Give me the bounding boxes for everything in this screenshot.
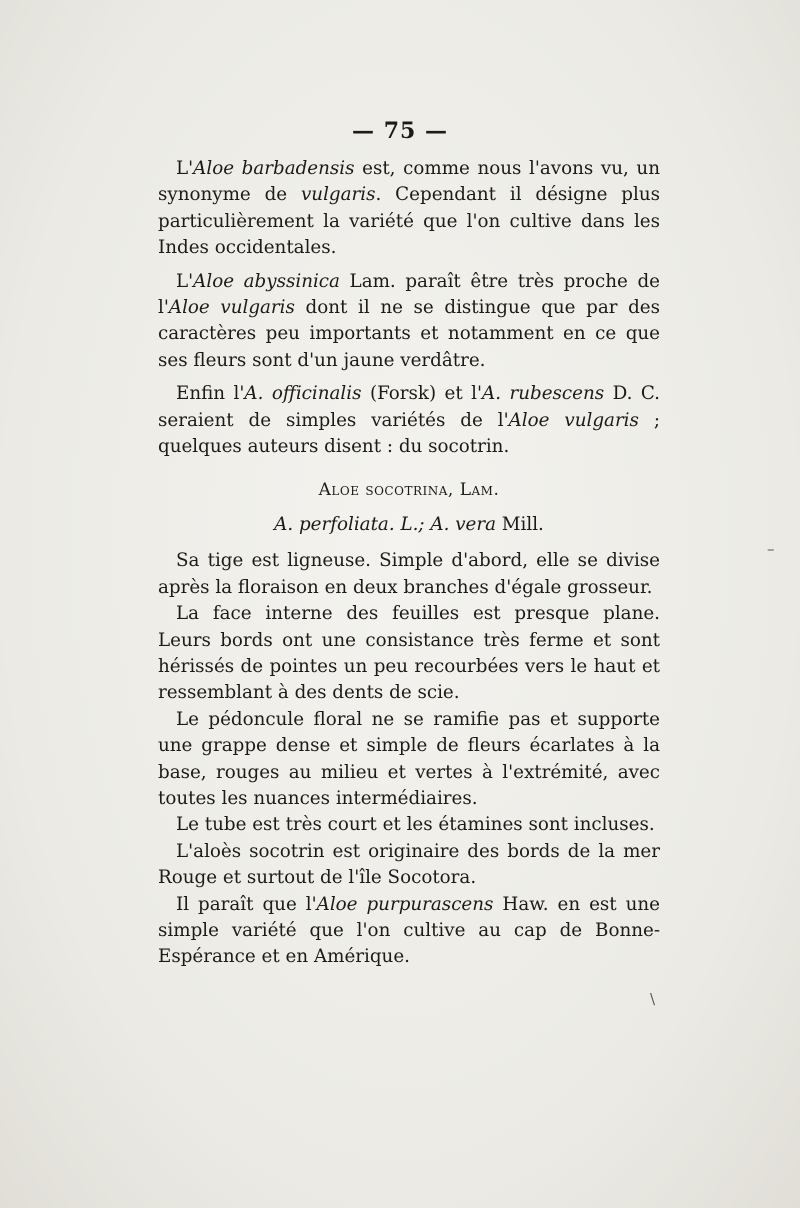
paragraph-stem: Sa tige est ligneuse. Simple d'abord, elle se divise après la floraison en deux branches d'égale grosseur. bbox=[158, 550, 660, 598]
section-title: Aloe socotrina, Lam. bbox=[318, 480, 500, 501]
text-run: Il paraît que l' bbox=[176, 893, 317, 915]
text-run: ; quelques auteurs disent : du socotrin. bbox=[158, 409, 660, 458]
species-name: Aloe vulgaris bbox=[508, 409, 639, 431]
species-name: Aloe purpurascens bbox=[316, 893, 494, 915]
species-name: Aloe barbadensis bbox=[193, 158, 355, 179]
text-run: est, comme nous l'avons vu, un synonyme de bbox=[158, 158, 660, 206]
stray-mark: – bbox=[767, 540, 775, 558]
paragraph-origin: L'aloès socotrin est originaire des bords de la mer Rouge et surtout de l'île Socotora. bbox=[158, 840, 660, 889]
paragraph-barbadensis bbox=[158, 156, 660, 262]
stray-mark: \ bbox=[650, 990, 656, 1008]
species-name: A. perfoliata. L.; A. vera bbox=[274, 513, 496, 535]
page-number: — 75 — bbox=[352, 118, 448, 144]
text-run: Haw. en est une simple variété que l'on cultive au cap de Bonne-Espérance et en Amérique. bbox=[158, 893, 660, 968]
text-run: Mill. bbox=[495, 513, 544, 535]
synonym-line bbox=[158, 512, 660, 538]
body-text bbox=[158, 156, 660, 971]
text-run: L' bbox=[176, 270, 194, 292]
species-name: A. officinalis bbox=[244, 383, 362, 405]
text-run: (Forsk) et l' bbox=[361, 383, 483, 405]
species-name: Aloe vulgaris bbox=[168, 297, 295, 319]
paragraph-leaves: La face interne des feuilles est presque plane. Leurs bords ont une consistance très ferme et sont hérissés de pointes un peu recourbées vers le haut et ressemblant à des dents de scie. bbox=[158, 603, 660, 704]
paragraph-purpurascens bbox=[158, 892, 660, 971]
species-name: vulgaris bbox=[300, 184, 376, 206]
text-run: Enfin l' bbox=[176, 383, 245, 405]
text-run: Lam. paraît être très proche de l' bbox=[158, 270, 661, 319]
text-run: D. C. seraient de simples variétés de l' bbox=[158, 383, 660, 431]
text-run: L' bbox=[176, 158, 194, 179]
paragraph-officinalis bbox=[158, 381, 660, 460]
paragraph-tube: Le tube est très court et les étamines sont incluses. bbox=[176, 814, 655, 836]
paragraph-abyssinica bbox=[158, 269, 660, 375]
species-name: Aloe abyssinica bbox=[193, 270, 340, 292]
text-run: . Cependant il désigne plus particulièrement la variété que l'on cultive dans les Indes occidentales. bbox=[158, 184, 661, 259]
text-run: dont il ne se distingue que par des caractères peu importants et notamment en ce que ses fleurs sont d'un jaune verdâtre. bbox=[158, 297, 660, 371]
paragraph-peduncle: Le pédoncule floral ne se ramifie pas et supporte une grappe dense et simple de fleurs écarlates à la base, rouges au milieu et vertes à l'extrémité, avec toutes les nuances intermédiaires. bbox=[158, 708, 660, 809]
species-name: A. rubescens bbox=[482, 383, 605, 405]
